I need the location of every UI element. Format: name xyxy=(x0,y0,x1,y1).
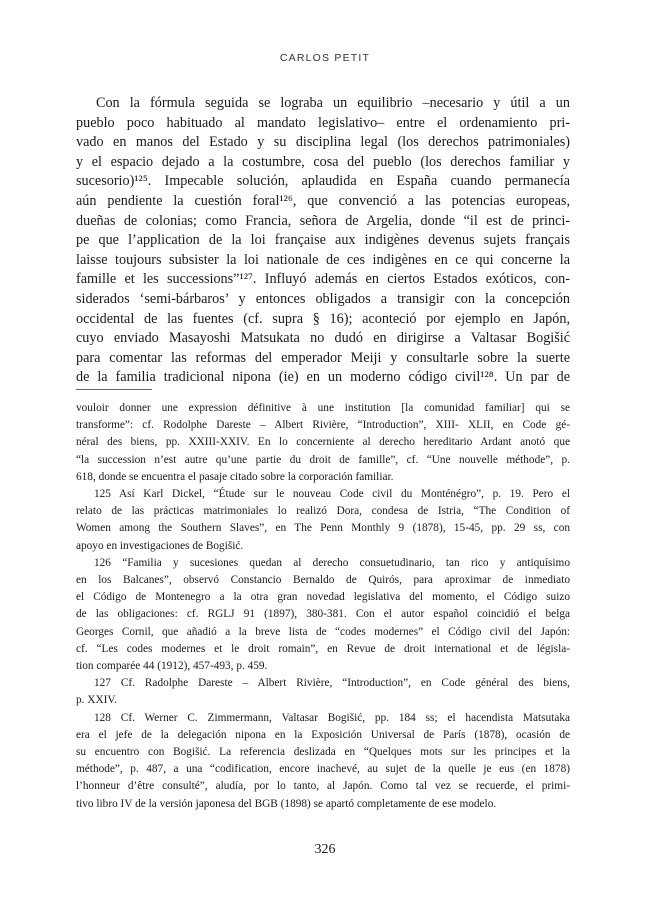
footnote-line: néral des biens, pp. XXIII-XXIV. En lo concerniente al derecho hereditario Ardant anotó que xyxy=(76,436,570,449)
body-line: occidental de las fuentes (cf. supra § 16); aconteció por ejemplo en Japón, xyxy=(76,310,570,327)
body-line: sucesorio)¹²⁵. Impecable solución, aplaudida en España cuando permanecía xyxy=(76,173,570,190)
footnote-line: 126 “Familia y sucesiones quedan al derecho consuetudinario, tan rico y antiquísimo xyxy=(94,556,570,569)
body-line: pueblo poco habituado al mandato legislativo– entre el ordenamiento pri- xyxy=(76,114,570,131)
body-line: laisse toujours subsister la loi nationale de ces indigènes en ce qui concerne la xyxy=(76,251,570,268)
body-line: aún pendiente la cuestión foral¹²⁶, que convenció a las potencias europeas, xyxy=(76,192,570,209)
footnote-line: tivo libro IV de la versión japonesa del BGB (1898) se apartó completamente de ese modelo. xyxy=(76,797,497,810)
body-line: pe que l’application de la loi française aux indigènes devenus sujets français xyxy=(76,232,570,249)
footnote-line: relato de las prácticas matrimoniales lo realizó Dora, condesa de Istria, “The Condition of xyxy=(76,505,570,518)
body-line: dueñas de colonias; como Francia, señora de Argelia, donde “il est de princi- xyxy=(76,212,570,229)
footnote-line: méthode”, p. 487, a una “codification, encore inachevé, au sujet de la quelle je eus (en 1878) xyxy=(76,763,570,776)
footnotes xyxy=(76,400,570,813)
body-line: vado en manos del Estado y su disciplina legal (los derechos patrimoniales) xyxy=(76,134,570,151)
footnote-line: “la succession n’est autre qu’une partie du droit de famille”, cf. “Une nouvelle méthode”, p. xyxy=(76,453,570,466)
footnote-separator xyxy=(76,389,152,390)
footnote-line: 127 Cf. Radolphe Dareste – Albert Rivière, “Introduction”, en Code général des biens, xyxy=(94,677,570,690)
footnote-line: Georges Cornil, que añadió a la breve lista de “codes modernes” el Código civil del Japón: xyxy=(76,625,570,638)
footnote-line: el Código de Montenegro a la otra gran novedad legislativa del momento, el Código suizo xyxy=(76,591,570,604)
footnote-line: de las obligaciones: cf. RGLJ 91 (1897), 380-381. Con el autor español coincidió el belga xyxy=(76,608,570,621)
body-paragraph xyxy=(76,94,570,388)
body-line: y el espacio dejado a la costumbre, cosa del pueblo (los derechos familiar y xyxy=(76,153,570,170)
body-line: para comentar las reformas del emperador Meiji y consultarle sobre la suerte xyxy=(76,349,570,366)
footnote-line: tion comparée 44 (1912), 457-493, p. 459. xyxy=(76,660,268,673)
body-line: siderados ‘semi-bárbaros’ y entonces obligados a transigir con la concepción xyxy=(76,290,570,307)
footnote-line: l’honneur d’être consulté”, aludía, por lo tanto, al Japón. Como tal vez se recuerde, el primi- xyxy=(76,780,570,793)
body-line: Con la fórmula seguida se lograba un equilibrio –necesario y útil a un xyxy=(96,95,570,111)
body-line: de la familia tradicional nipona (ie) en un moderno código civil¹²⁸. Un par de xyxy=(76,369,570,386)
footnote-line: en los Balcanes”, observó Constancio Bernaldo de Quirós, para aproximar de inmediato xyxy=(76,574,570,587)
footnote-line: transforme”: cf. Rodolphe Dareste – Albert Rivière, “Introduction”, XIII- XLII, en Code gé- xyxy=(76,419,570,432)
footnote-line: cf. “Les codes modernes et le droit romain”, en Revue de droit international et de législa- xyxy=(76,642,570,655)
footnote-line: era el jefe de la delegación nipona en la Exposición Universal de París (1878), ocasión de xyxy=(76,728,570,741)
running-head: CARLOS PETIT xyxy=(279,52,371,64)
footnote-line: 618, donde se encuentra el pasaje citado sobre la corporación familiar. xyxy=(76,470,394,483)
footnote-line: 128 Cf. Werner C. Zimmermann, Valtasar Bogišić, pp. 184 ss; el hacendista Matsutaka xyxy=(94,711,570,724)
body-line: cuyo enviado Masayoshi Matsukata no dudó en dirigirse a Valtasar Bogišić xyxy=(76,330,570,347)
footnote-line: vouloir donner une expression définitive à une institution [la comunidad familiar] qui se xyxy=(76,402,570,414)
footnote-line: apoyo en investigaciones de Bogišić. xyxy=(76,539,244,552)
footnote-line: p. XXIV. xyxy=(76,694,117,707)
body-line: famille et les successions”¹²⁷. Influyó además en ciertos Estados exóticos, con- xyxy=(76,271,570,288)
page-number: 326 xyxy=(314,842,336,857)
footnote-line: su encuentro con Bogišić. La referencia deslizada en “Quelques mots sur les principes et la xyxy=(76,746,570,759)
footnote-line: Women among the Southern Slaves”, en The Penn Monthly 9 (1878), 15-45, pp. 29 ss, con xyxy=(76,522,570,535)
footnote-line: 125 Así Karl Dickel, “Étude sur le nouveau Code civil du Monténégro”, p. 19. Pero el xyxy=(94,488,570,501)
